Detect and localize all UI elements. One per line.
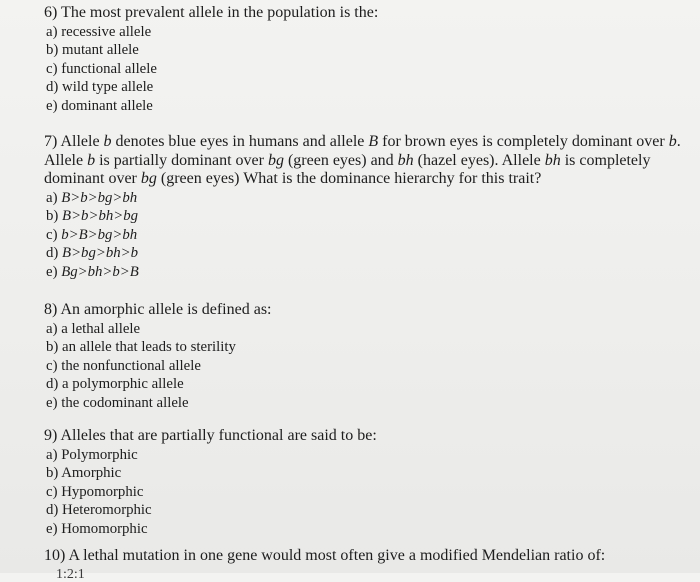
allele-symbol: b	[103, 133, 112, 150]
question-8-stem	[44, 301, 684, 320]
option-text: functional allele	[61, 60, 157, 77]
question-8-text: An amorphic allele is defined as:	[60, 301, 272, 318]
option-text: mutant allele	[62, 42, 139, 58]
question-10-stem	[44, 547, 684, 566]
question-9-option-d	[46, 501, 684, 520]
question-9-number: 9)	[44, 427, 58, 444]
option-letter: b)	[46, 339, 59, 355]
allele-symbol: b	[668, 133, 677, 150]
question-7	[44, 133, 684, 281]
stem-text: (green eyes) and	[283, 151, 398, 169]
option-text: a lethal allele	[61, 320, 141, 337]
question-6-option-b	[46, 41, 684, 60]
question-9-option-e	[46, 520, 684, 539]
option-text: Amorphic	[61, 465, 122, 481]
question-7-option-e	[46, 263, 684, 282]
stem-text: is partially dominant over	[95, 151, 268, 169]
stem-text: Allele	[60, 133, 104, 150]
option-letter: e)	[46, 263, 58, 280]
question-6-option-d	[46, 78, 684, 97]
question-7-option-c	[46, 226, 684, 245]
cutoff-option-text: 1:2:1	[56, 567, 85, 582]
allele-symbol: bh	[397, 151, 414, 169]
allele-symbol: B	[368, 133, 379, 150]
option-text: Heteromorphic	[62, 502, 152, 518]
option-letter: a)	[46, 189, 58, 206]
option-letter: a)	[46, 23, 58, 40]
allele-symbol: bg	[267, 151, 284, 169]
option-text: b>B>bg>bh	[61, 226, 138, 243]
question-6-text: The most prevalent allele in the population is the:	[61, 4, 379, 21]
question-8-option-c	[46, 357, 684, 376]
question-8-option-a	[46, 320, 684, 339]
option-text: a polymorphic allele	[62, 376, 184, 392]
option-text: dominant allele	[61, 97, 153, 114]
stem-text: (hazel eyes). Allele	[413, 151, 545, 169]
question-8-option-b	[46, 338, 684, 357]
question-8-option-d	[46, 375, 684, 394]
option-letter: d)	[46, 79, 59, 95]
question-10-text: A lethal mutation in one gene would most often give a modified Mendelian ratio of:	[68, 547, 606, 564]
question-6-option-e	[46, 97, 684, 116]
question-9-option-b	[46, 464, 684, 483]
question-6-number: 6)	[44, 4, 58, 21]
option-text: B>b>bg>bh	[61, 189, 138, 206]
option-letter: c)	[46, 483, 58, 500]
question-6-stem	[44, 4, 684, 23]
question-9-option-c	[46, 483, 684, 502]
option-text: Homomorphic	[61, 520, 148, 537]
question-8-options	[44, 320, 684, 413]
question-6-options	[44, 23, 684, 116]
option-text: Bg>bh>b>B	[61, 263, 139, 280]
question-8	[44, 301, 684, 412]
question-8-option-e	[46, 394, 684, 413]
option-letter: b)	[46, 465, 59, 481]
question-9-stem	[44, 427, 684, 446]
question-10	[44, 547, 684, 566]
question-9-text: Alleles that are partially functional are said to be:	[60, 427, 377, 444]
option-letter: e)	[46, 97, 58, 114]
option-text: Hypomorphic	[61, 483, 144, 500]
stem-text: for brown eyes is completely dominant over	[378, 133, 669, 150]
question-7-option-a	[46, 189, 684, 208]
question-7-stem	[44, 133, 684, 189]
option-text: the codominant allele	[61, 394, 189, 411]
stem-text: . Allele	[44, 133, 681, 169]
option-letter: b)	[46, 208, 59, 224]
question-9-option-a	[46, 446, 684, 465]
option-letter: d)	[46, 245, 59, 261]
option-letter: c)	[46, 60, 58, 77]
option-letter: d)	[46, 376, 59, 392]
question-9	[44, 427, 684, 538]
question-10-number: 10)	[44, 547, 66, 564]
question-7-option-b	[46, 207, 684, 226]
option-letter: b)	[46, 42, 59, 58]
question-6-option-c	[46, 60, 684, 79]
option-text: B>bg>bh>b	[62, 245, 139, 261]
option-text: wild type allele	[62, 79, 154, 95]
stem-text: is completely dominant over	[44, 151, 651, 187]
allele-symbol: b	[87, 151, 96, 169]
question-8-number: 8)	[44, 301, 58, 318]
option-letter: e)	[46, 520, 58, 537]
option-letter: e)	[46, 394, 58, 411]
option-letter: a)	[46, 446, 58, 463]
option-text: an allele that leads to sterility	[62, 339, 236, 355]
question-6-option-a	[46, 23, 684, 42]
option-letter: c)	[46, 357, 58, 374]
option-text: Polymorphic	[61, 446, 138, 463]
option-text: the nonfunctional allele	[61, 357, 201, 374]
question-7-option-d	[46, 244, 684, 263]
option-text: recessive allele	[61, 23, 152, 40]
question-7-number: 7)	[44, 133, 58, 150]
option-text: B>b>bh>bg	[62, 208, 139, 224]
allele-symbol: bg	[140, 170, 157, 187]
stem-text: (green eyes) What is the dominance hierarchy for this trait?	[156, 170, 542, 187]
stem-text: denotes blue eyes in humans and allele	[111, 133, 369, 150]
question-7-options	[44, 189, 684, 282]
option-letter: d)	[46, 502, 59, 518]
question-9-options	[44, 446, 684, 539]
option-letter: c)	[46, 226, 58, 243]
allele-symbol: bh	[544, 151, 561, 169]
question-6	[44, 4, 684, 115]
option-letter: a)	[46, 320, 58, 337]
